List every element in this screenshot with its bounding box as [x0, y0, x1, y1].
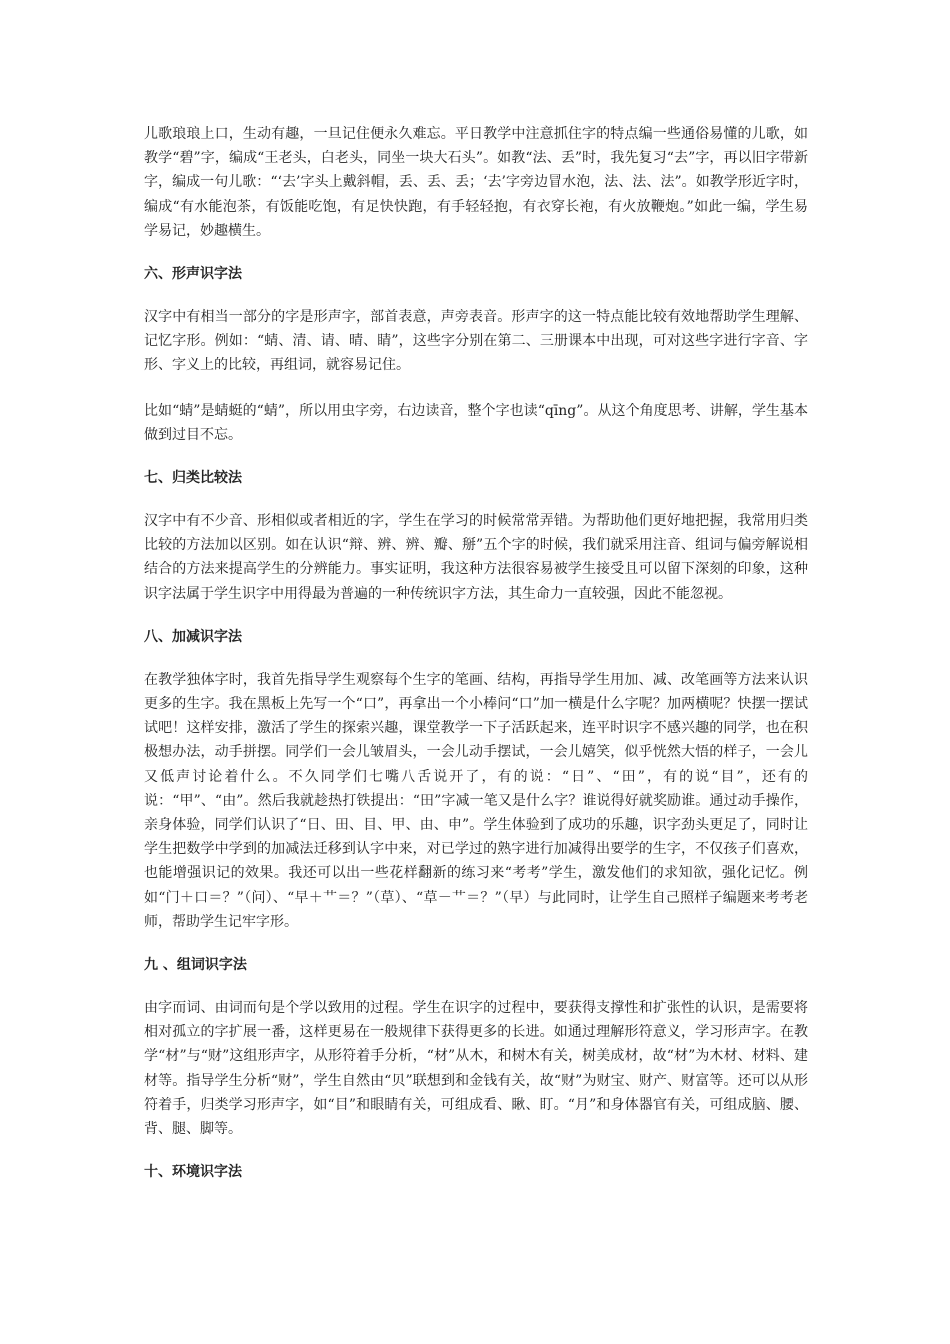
heading-section-9: 九 、组词识字法 [144, 957, 247, 974]
paragraph-xingsheng-intro: 汉字中有相当一部分的字是形声字，部首表意，声旁表音。形声字的这一特点能比较有效地帮助学生理解、记忆字形。例如：“蜻、清、请、晴、睛”，这些字分别在第二、三册课本中出现，可对这些字进行字音、字形、字义上的比较，再组词，就容易记住。 [144, 309, 808, 374]
paragraph-jiajian: 在教学独体字时，我首先指导学生观察每个生字的笔画、结构，再指导学生用加、减、改笔画等方法来认识更多的生字。我在黑板上先写一个“口”，再拿出一个小棒问“口”加一横是什么字呢？加两横呢？快摆一摆试试吧！这样安排，激活了学生的探索兴趣，课堂教学一下子活跃起来，连平时识字不感兴趣的同学，也在积极想办法，动手拼摆。同学们一会儿皱眉头，一会儿动手摆试，一会儿嬉笑，似乎恍然大悟的样子，一会儿又低声讨论着什么。不久同学们七嘴八舌说开了，有的说：“日”、“田”，有的说“目”，还有的说：“甲”、“由”。然后我就趁热打铁提出：“田”字减一笔又是什么字？谁说得好就奖励谁。通过动手操作，亲身体验，同学们认识了“日、田、目、甲、由、申”。学生体验到了成功的乐趣，识字劲头更足了，同时让学生把数学中学到的加减法迁移到认字中来，对已学过的熟字进行加减得出要学的生字，不仅孩子们喜欢，也能增强识记的效果。我还可以出一些花样翻新的练习来“考考”学生，激发他们的求知欲，强化记忆。例如“门＋口＝？”（问）、“早＋艹＝？”（草）、“草－艹＝？”（早）与此同时，让学生自己照样子编题来考考老师，帮助学生记牢字形。 [144, 671, 808, 930]
heading-section-10: 十、环境识字法 [144, 1164, 242, 1181]
heading-section-8: 八、加减识字法 [144, 628, 242, 645]
paragraph-guilei: 汉字中有不少音、形相似或者相近的字，学生在学习的时候常常弄错。为帮助他们更好地把握，我常用归类比较的方法加以区别。如在认识“辩、辨、辨、瓣、掰”五个字的时候，我们就采用注音、组词与偏旁解说相结合的方法来提高学生的分辨能力。事实证明，我这种方法很容易被学生接受且可以留下深刻的印象，这种识字法属于学生识字中用得最为普遍的一种传统识字方法，其生命力一直较强，因此不能忽视。 [144, 513, 808, 602]
paragraph-children-song: 儿歌琅琅上口，生动有趣，一旦记住便永久难忘。平日教学中注意抓住字的特点编一些通俗易懂的儿歌，如教学“碧”字，编成“王老头，白老头，同坐一块大石头”。如教“法、丢”时，我先复习“去”字，再以旧字带新字，编成一句儿歌：“‘去’字头上戴斜帽，丢、丢、丢；‘去’字旁边冒水泡，法、法、法”。如教学形近字时，编成“有水能泡茶，有饭能吃饱，有足快快跑，有手轻轻抱，有衣穿长袍，有火放鞭炮。”如此一编，学生易学易记，妙趣横生。 [144, 126, 808, 239]
paragraph-zuci: 由字而词、由词而句是个学以致用的过程。学生在识字的过程中，要获得支撑性和扩张性的认识，是需要将相对孤立的字扩展一番，这样更易在一般规律下获得更多的长进。如通过理解形符意义，学习形声字。在教学“材”与“财”这组形声字，从形符着手分析，“材”从木，和树木有关，树美成材，故“材”为木材、材料、建材等。指导学生分析“财”，学生自然由“贝”联想到和金钱有关，故“财”为财宝、财产、财富等。还可以从形符着手，归类学习形声字，如“目”和眼睛有关，可组成看、瞅、盯。“月”和身体器官有关，可组成脑、腰、背、腿、脚等。 [144, 1000, 808, 1138]
heading-section-7: 七、归类比较法 [144, 470, 242, 487]
paragraph-xingsheng-example: 比如“蜻”是蜻蜓的“蜻”，所以用虫字旁，右边读音，整个字也读“qīng”。从这个角度思考、讲解，学生基本做到过目不忘。 [144, 402, 808, 443]
document-page [144, 122, 808, 1203]
heading-section-6: 六、形声识字法 [144, 266, 242, 283]
